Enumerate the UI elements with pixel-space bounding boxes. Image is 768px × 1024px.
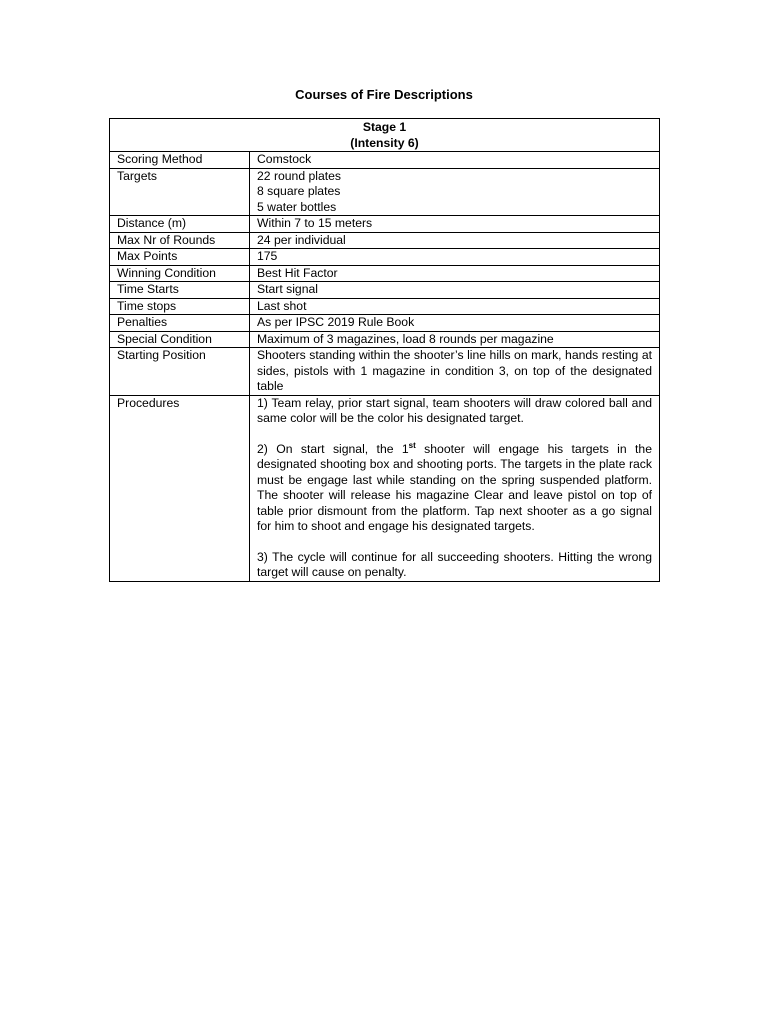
- procedure-step-2-rest: shooter will engage his targets in the designated shooting box and shooting ports. The targets in the plate rack must be engage last while standing on the spring suspended platform. The shooter will release his magazine Clear and leave pistol on top of table prior dismount from the platform. Tap next shooter as a go signal for him to shoot and engage his designated targets.: [257, 441, 652, 533]
- row-label: Penalties: [110, 315, 250, 332]
- row-value: Comstock: [250, 152, 660, 169]
- table-row: [110, 348, 660, 396]
- table-row: [110, 265, 660, 282]
- procedure-step-2-start: 2) On start signal, the 1: [257, 441, 409, 456]
- row-value: Start signal: [250, 282, 660, 299]
- procedure-step-3: 3) The cycle will continue for all succeeding shooters. Hitting the wrong target will cause on penalty.: [257, 549, 652, 579]
- row-label: Starting Position: [110, 348, 250, 396]
- stage-name: Stage 1: [362, 120, 407, 134]
- table-row: [110, 282, 660, 299]
- table-row: [110, 315, 660, 332]
- target-line: 22 round plates: [257, 168, 342, 183]
- procedures-cell: [250, 395, 660, 581]
- row-value: 24 per individual: [250, 232, 660, 249]
- row-value: Within 7 to 15 meters: [250, 216, 660, 233]
- procedure-step-1: 1) Team relay, prior start signal, team shooters will draw colored ball and same color will be the color his designated target.: [257, 395, 652, 425]
- row-label: Scoring Method: [110, 152, 250, 169]
- row-value: [250, 168, 660, 216]
- ordinal-suffix: st: [408, 440, 416, 450]
- row-label: Time stops: [110, 298, 250, 315]
- row-label: Distance (m): [110, 216, 250, 233]
- document-title: Courses of Fire Descriptions: [295, 87, 473, 102]
- course-of-fire-table: [109, 118, 660, 582]
- target-line: 8 square plates: [257, 184, 341, 198]
- row-value: Maximum of 3 magazines, load 8 rounds per magazine: [250, 331, 660, 348]
- row-value: Last shot: [250, 298, 660, 315]
- row-label: Time Starts: [110, 282, 250, 299]
- target-line: 5 water bottles: [257, 199, 337, 214]
- stage-header-row: [110, 119, 660, 152]
- procedure-step-2: [257, 442, 652, 535]
- table-row: [110, 168, 660, 216]
- table-row: [110, 216, 660, 233]
- row-value: Best Hit Factor: [250, 265, 660, 282]
- row-label: Special Condition: [110, 331, 250, 348]
- stage-header-cell: [110, 119, 660, 152]
- row-label: Max Nr of Rounds: [110, 232, 250, 249]
- table-row: [110, 298, 660, 315]
- row-label: Targets: [110, 168, 250, 216]
- row-label: Procedures: [110, 395, 250, 581]
- table-row: [110, 249, 660, 266]
- row-label: Max Points: [110, 249, 250, 266]
- row-label: Winning Condition: [110, 265, 250, 282]
- procedures-row: [110, 395, 660, 581]
- table-row: [110, 331, 660, 348]
- stage-intensity: (Intensity 6): [350, 135, 419, 150]
- row-value: [250, 348, 660, 396]
- row-value: 175: [250, 249, 660, 266]
- table-row: [110, 152, 660, 169]
- row-value: As per IPSC 2019 Rule Book: [250, 315, 660, 332]
- table-row: [110, 232, 660, 249]
- starting-position-text: Shooters standing within the shooter’s line hills on mark, hands resting at sides, pistols with 1 magazine in condition 3, on top of the designated table: [257, 348, 652, 393]
